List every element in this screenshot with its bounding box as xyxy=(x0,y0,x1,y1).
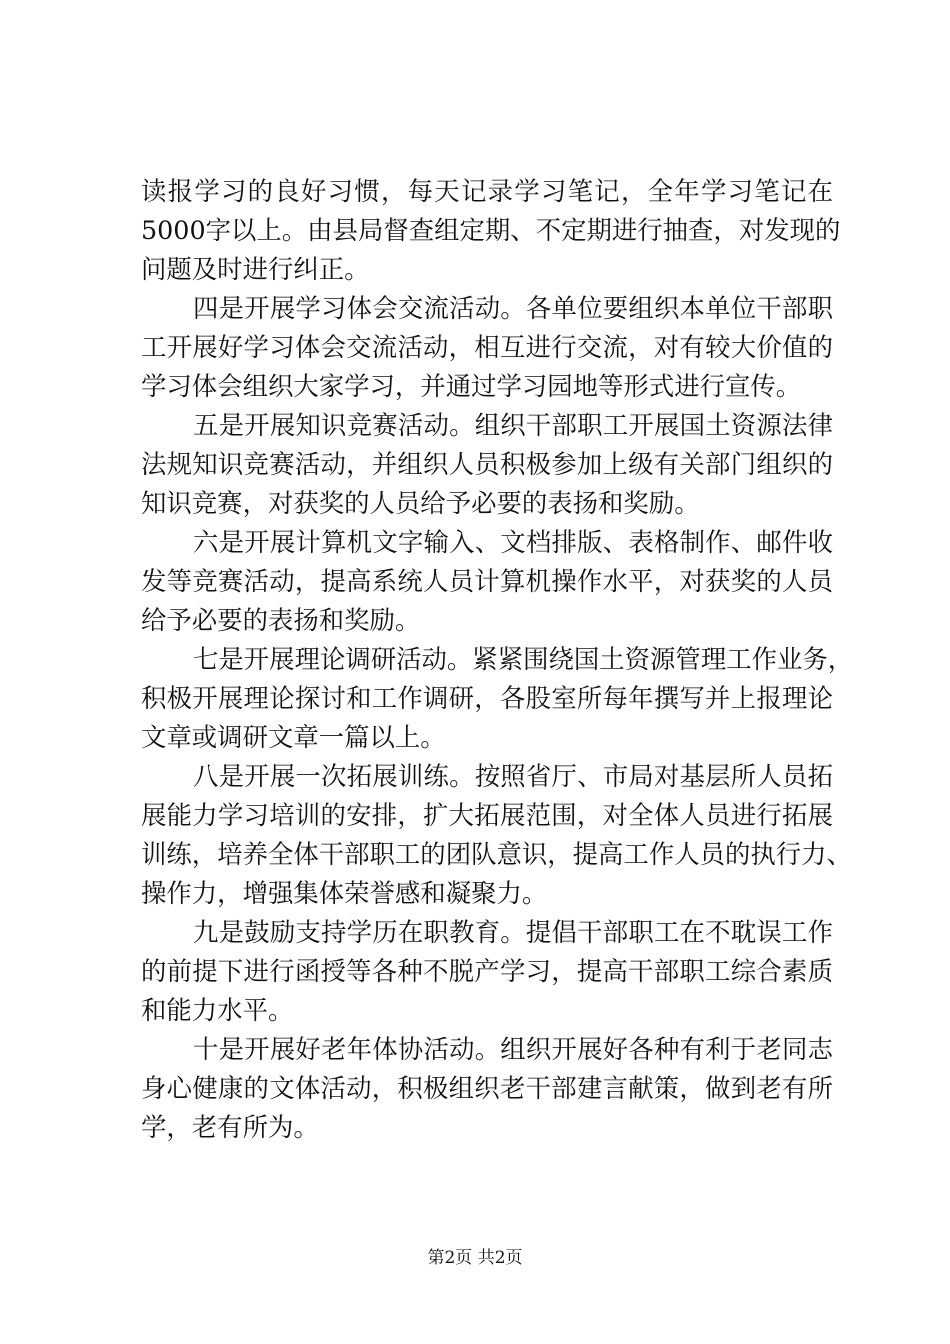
document-body xyxy=(141,172,854,1147)
text-line: 训练，培养全体干部职工的团队意识，提高工作人员的执行力、 xyxy=(141,839,852,869)
text-line: 九是鼓励支持学历在职教育。提倡干部职工在不耽误工作 xyxy=(193,917,833,947)
paragraph xyxy=(141,406,833,523)
text-line: 五是开展知识竞赛活动。组织干部职工开展国土资源法律 xyxy=(193,410,833,440)
text-line: 展能力学习培训的安排，扩大拓展范围，对全体人员进行拓展 xyxy=(141,800,833,830)
text-line: 法规知识竞赛活动，并组织人员积极参加上级有关部门组织的 xyxy=(141,449,833,479)
paragraph xyxy=(141,1030,833,1147)
text-line: 文章或调研文章一篇以上。 xyxy=(141,722,446,752)
text-line: 学，老有所为。 xyxy=(141,1112,319,1142)
text-line: 十是开展好老年体协活动。组织开展好各种有利于老同志 xyxy=(193,1034,833,1064)
text-line: 知识竞赛，对获奖的人员给予必要的表扬和奖励。 xyxy=(141,488,700,518)
paragraph xyxy=(141,913,833,1030)
text-line: 工开展好学习体会交流活动，相互进行交流，对有较大价值的 xyxy=(141,332,833,362)
paragraph xyxy=(141,172,841,289)
text-line: 读报学习的良好习惯，每天记录学习笔记，全年学习笔记在 xyxy=(141,176,833,206)
text-line: 六是开展计算机文字输入、文档排版、表格制作、邮件收 xyxy=(193,527,833,557)
text-line: 积极开展理论探讨和工作调研，各股室所每年撰写并上报理论 xyxy=(141,683,833,713)
text-line: 和能力水平。 xyxy=(141,995,294,1025)
paragraph xyxy=(141,640,854,757)
text-line: 的前提下进行函授等各种不脱产学习，提高干部职工综合素质 xyxy=(141,956,833,986)
text-line: 八是开展一次拓展训练。按照省厅、市局对基层所人员拓 xyxy=(193,761,833,791)
text-line: 七是开展理论调研活动。紧紧围绕国土资源管理工作业务， xyxy=(193,644,854,674)
paragraph xyxy=(141,757,852,913)
paragraph xyxy=(141,289,833,406)
text-line: 四是开展学习体会交流活动。各单位要组织本单位干部职 xyxy=(193,293,833,323)
text-line: 操作力，增强集体荣誉感和凝聚力。 xyxy=(141,878,548,908)
text-line: 5000字以上。由县局督查组定期、不定期进行抽查，对发现的 xyxy=(141,215,841,245)
text-line: 问题及时进行纠正。 xyxy=(141,254,370,284)
paragraph xyxy=(141,523,833,640)
text-line: 学习体会组织大家学习，并通过学习园地等形式进行宣传。 xyxy=(141,371,802,401)
text-line: 给予必要的表扬和奖励。 xyxy=(141,605,421,635)
text-line: 身心健康的文体活动，积极组织老干部建言献策，做到老有所 xyxy=(141,1073,833,1103)
text-line: 发等竞赛活动，提高系统人员计算机操作水平，对获奖的人员 xyxy=(141,566,833,596)
page-number-footer: 第2页 共2页 xyxy=(427,1248,523,1268)
